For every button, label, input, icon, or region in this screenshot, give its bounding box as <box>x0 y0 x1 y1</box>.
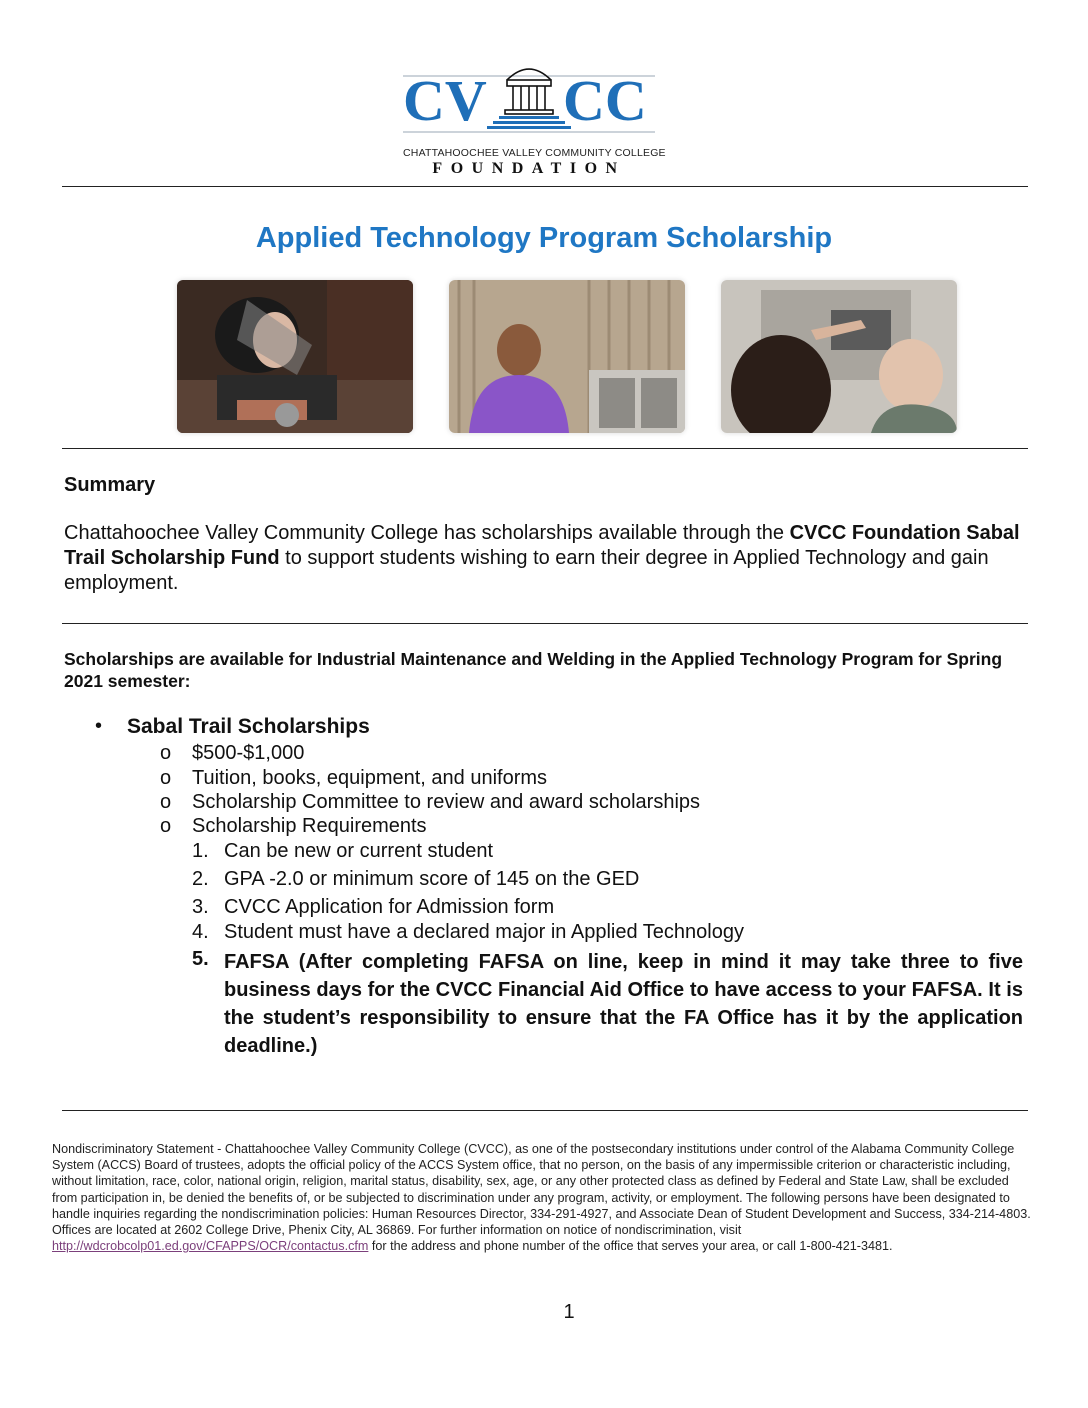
circle-bullet-icon: o <box>160 815 172 837</box>
sub-item-text: $500-$1,000 <box>192 742 305 764</box>
requirement-number: 3. <box>192 896 209 918</box>
circle-bullet-icon: o <box>160 742 172 764</box>
page-number: 1 <box>563 1301 575 1323</box>
nondiscrimination-statement <box>52 1141 1032 1254</box>
students-equipment-photo <box>721 280 957 433</box>
requirement-text: CVCC Application for Admission form <box>224 896 555 918</box>
ocr-contact-link[interactable]: http://wdcrobcolp01.ed.gov/CFAPPS/OCR/contactus.cfm <box>52 1239 369 1254</box>
divider-photos <box>62 448 1028 449</box>
divider-footer <box>62 1110 1028 1111</box>
summary-fund-name: CVCC Foundation Sabal Trail Scholarship Fund <box>64 522 1020 569</box>
bullet-icon: • <box>95 715 103 737</box>
requirement-text: GPA -2.0 or minimum score of 145 on the GED <box>224 868 640 890</box>
summary-heading: Summary <box>64 474 156 496</box>
requirement-number: 2. <box>192 868 209 890</box>
cvcc-foundation-logo <box>403 58 666 182</box>
logo-foundation-word: FOUNDATION <box>432 160 626 177</box>
footer-text-end: for the address and phone number of the office that serves your area, or call 1-800-421-3481. <box>368 1239 893 1254</box>
list-heading: Sabal Trail Scholarships <box>127 715 370 738</box>
logo-letters-right: CC <box>563 68 647 133</box>
divider-summary <box>62 623 1028 624</box>
logo-letters-left: CV <box>403 68 487 133</box>
footer-text-start: Nondiscriminatory Statement - Chattahoochee Valley Community College (CVCC), as one of the postsecondary institutions under control of the Alabama Community College System (ACCS) Board of trustees, adopts the official policy of the ACCS System office, that no person, on the basis of any impermissible criterion or characteristic including, without limitation, race, color, national origin, religion, marital status, disability, sex, age, or any other protected class as defined by Federal and State Law, shall be excluded from participation in, be denied the benefits of, or be subjected to discrimination under any program, activity, or employment. The following persons have been designated to handle inquiries regarding the nondiscrimination policies: Human Resources Director, 334-291-4927, and Associate Dean of Student Development and Success, 334-214-4803. Offices are located at 2602 College Drive, Phenix City, AL 36869. For further information on notice of nondiscrimination, visit <box>52 1142 1031 1238</box>
page-title: Applied Technology Program Scholarship <box>255 222 833 254</box>
circle-bullet-icon: o <box>160 767 172 789</box>
cvcc-logo-graphic <box>403 58 655 146</box>
industry-training-center-photo <box>449 280 685 433</box>
requirement-text: Can be new or current student <box>224 840 494 862</box>
logo-college-name: CHATTAHOOCHEE VALLEY COMMUNITY COLLEGE <box>403 147 666 159</box>
sub-item-text: Tuition, books, equipment, and uniforms <box>192 767 548 789</box>
requirement-number: 5. <box>192 948 209 970</box>
summary-paragraph <box>64 521 1028 596</box>
requirement-number: 1. <box>192 840 209 862</box>
fafsa-text: FAFSA (After completing FAFSA on line, keep in mind it may take three to five business days for the CVCC Financial Aid Office to have access to your FAFSA. It is the student’s responsibility to ensure that the FA Office has it by the application deadline.) <box>224 951 1023 1057</box>
requirement-number: 4. <box>192 921 209 943</box>
availability-statement: Scholarships are available for Industrial Maintenance and Welding in the Applied Technology Program for Spring 2021 semester: <box>64 649 1003 691</box>
divider-top <box>62 186 1028 187</box>
summary-text-end: to support students wishing to earn their degree in Applied Technology and gain employment. <box>64 547 989 594</box>
circle-bullet-icon: o <box>160 791 172 813</box>
welder-photo <box>177 280 413 433</box>
sub-item-text: Scholarship Requirements <box>192 815 427 837</box>
sub-item-text: Scholarship Committee to review and award scholarships <box>192 791 701 813</box>
requirement-text: Student must have a declared major in Applied Technology <box>224 921 744 943</box>
summary-text-start: Chattahoochee Valley Community College has scholarships available through the <box>64 522 790 544</box>
